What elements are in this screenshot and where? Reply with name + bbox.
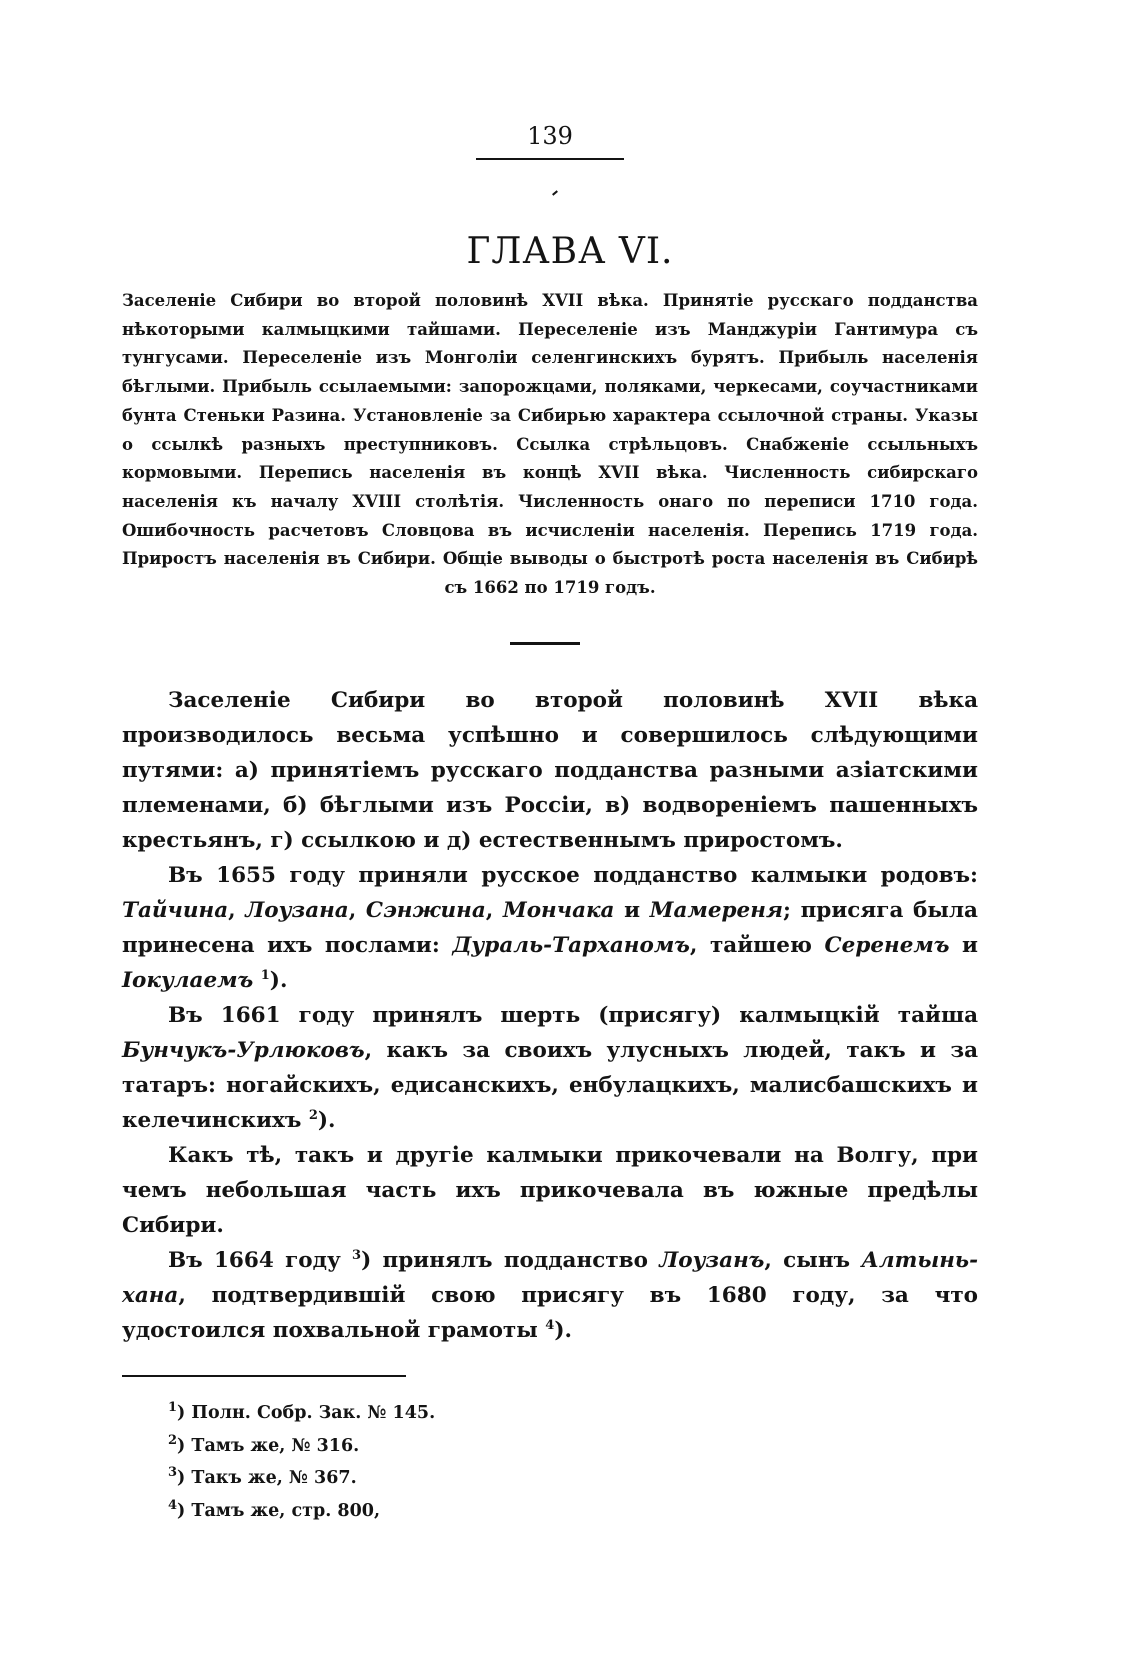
name-monchak: Мончака xyxy=(502,898,615,923)
footnote-mark: 3 xyxy=(168,1465,178,1481)
name-bunchuk-urlyukov: Бунчукъ-Урлюковъ xyxy=(122,1038,365,1063)
chapter-title: ГЛАВА VI. xyxy=(466,231,674,272)
chapter-summary: Заселеніе Сибири во второй половинѣ XVII вѣка. Принятіе русскаго подданства нѣкоторыми калмыцкими тайшами. Переселеніе изъ Манджуріи Гантимура съ тунгусами. Переселеніе изъ Монголіи селенгинскихъ бурятъ. Прибыль населенія бѣглыми. Прибыль ссылаемыми: запорожцами, поляками, черкесами, соучастниками бунта Стеньки Разина. Установленіе за Сибирью характера ссылочной страны. Указы о ссылкѣ разныхъ преступниковъ. Ссылка стрѣльцовъ. Снабженіе ссыльныхъ кормовыми. Перепись населенія въ концѣ XVII вѣка. Численность сибирскаго населенія къ началу XVIII столѣтія. Численность онаго по переписи 1710 года. Ошибочность расчетовъ Словцова въ исчисленіи населенія. Перепись 1719 года. Приростъ населенія въ Сибири. Общіе выводы о быстротѣ роста населенія въ Сибирѣ съ 1662 по 1719 годъ. xyxy=(122,291,978,598)
text: ). xyxy=(269,968,288,993)
name-senzhin: Сэнжина xyxy=(365,898,486,923)
footnote-text: ) Тамъ же, № 316. xyxy=(177,1435,360,1456)
text: , тайшею xyxy=(689,933,825,958)
footnote-mark: 2 xyxy=(168,1432,178,1448)
footnote-2 xyxy=(168,1430,435,1463)
text: , сынъ xyxy=(764,1248,862,1273)
footnote-text: ) Тамъ же, стр. 800, xyxy=(177,1500,381,1521)
name-seren: Серенемъ xyxy=(824,933,950,958)
footnote-4 xyxy=(168,1495,435,1528)
footnote-ref-1: 1 xyxy=(260,967,270,983)
text: и xyxy=(949,933,978,958)
footnotes xyxy=(168,1397,435,1527)
name-louzan: Лоузана xyxy=(245,898,349,923)
footnote-mark: 4 xyxy=(168,1497,178,1513)
name-iokulai: Іокулаемъ xyxy=(122,968,254,993)
footnote-rule xyxy=(122,1375,406,1377)
text: , подтвердившій свою присягу въ 1680 году, за что удостоился похвальной грамоты xyxy=(122,1283,978,1343)
name-taichin: Тайчина xyxy=(122,898,229,923)
summary-divider xyxy=(510,642,580,645)
text: , xyxy=(228,898,246,923)
footnote-ref-2: 2 xyxy=(308,1107,318,1123)
paragraph-3 xyxy=(122,998,978,1138)
footnote-text: ) Полн. Собр. Зак. № 145. xyxy=(177,1403,436,1423)
name-louzan: Лоузанъ xyxy=(659,1248,765,1273)
footnote-mark: 1 xyxy=(168,1400,178,1416)
text: Въ 1661 году принялъ шерть (присягу) калмыцкій тайша xyxy=(168,1003,978,1028)
footnote-1 xyxy=(168,1397,435,1430)
name-dural-tarkhan: Дураль-Тарханомъ xyxy=(452,933,690,958)
text: ) принялъ подданство xyxy=(361,1248,660,1273)
name-altyn-khan: Алтынь-хана xyxy=(122,1248,978,1308)
page-number: 139 xyxy=(527,122,573,150)
text xyxy=(253,968,261,993)
footnote-3 xyxy=(168,1462,435,1495)
paragraph-2 xyxy=(122,858,978,998)
footnote-ref-3: 3 xyxy=(352,1247,362,1263)
paragraph-1: Заселеніе Сибири во второй половинѣ XVII вѣка производилось весьма успѣшно и совершилось слѣдующими путями: а) принятіемъ русскаго подданства разными азіатскими племенами, б) бѣглыми изъ Россіи, в) водвореніемъ пашенныхъ крестьянъ, г) ссылкою и д) естественнымъ приростомъ. xyxy=(122,688,978,853)
paragraph-4: Какъ тѣ, такъ и другіе калмыки прикочевали на Волгу, при чемъ небольшая часть ихъ прикочевала въ южные предѣлы Сибири. xyxy=(122,1143,978,1238)
name-mamerenya: Мамереня xyxy=(649,898,784,923)
footnote-text: ) Такъ же, № 367. xyxy=(177,1468,357,1488)
text: ). xyxy=(317,1108,336,1133)
text: Въ 1664 году xyxy=(168,1248,353,1273)
page-number-rule xyxy=(476,158,624,160)
paragraph-5 xyxy=(122,1243,978,1348)
text: , какъ за своихъ улусныхъ людей, такъ и за татаръ: ногайскихъ, едисанскихъ, енбулацкихъ, малисбашскихъ и келечинскихъ xyxy=(122,1038,978,1133)
text: ). xyxy=(554,1318,573,1343)
text: и xyxy=(614,898,650,923)
text: ; присяга была принесена ихъ послами: xyxy=(122,898,978,958)
text: , xyxy=(485,898,503,923)
text: Въ 1655 году приняли русское подданство калмыки родовъ: xyxy=(168,863,978,888)
body-text xyxy=(122,683,978,1348)
text: , xyxy=(348,898,366,923)
stray-mark xyxy=(552,190,558,195)
footnote-ref-4: 4 xyxy=(545,1317,555,1333)
